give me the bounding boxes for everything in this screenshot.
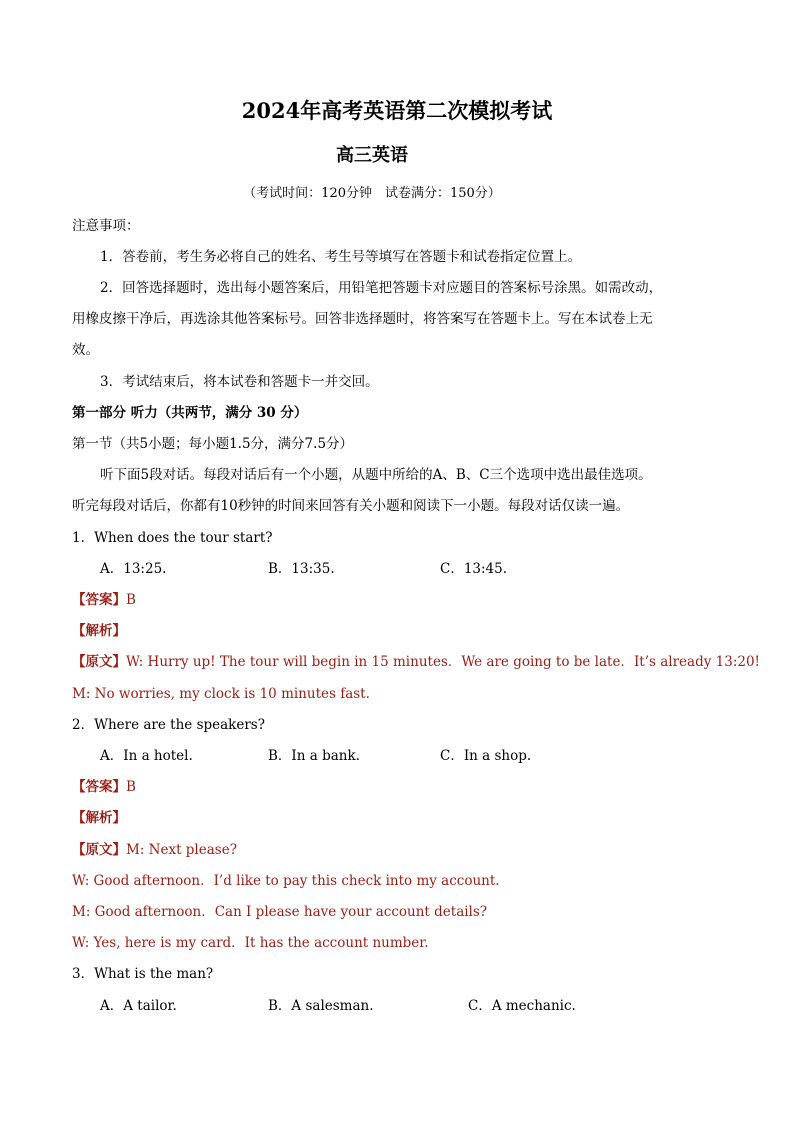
q1-option-c: C．13:45.: [440, 561, 508, 577]
q2-answer-row: [72, 778, 136, 796]
q3-option-a: A．A tailor.: [100, 998, 177, 1014]
q1-answer-row: [72, 591, 136, 609]
q1-transcript-line-1: [72, 653, 760, 671]
q2-transcript-line-1: [72, 841, 237, 859]
q2-option-b: B．In a bank.: [268, 748, 360, 764]
instructions-line-2: 听完每段对话后，你都有10秒钟的时间来回答有关小题和阅读下一小题。每段对话仅读一遍。: [72, 498, 630, 514]
section-1-heading: 第一节（共5小题；每小题1.5分，满分7.5分）: [72, 436, 354, 452]
original-label: 【原文】: [72, 654, 126, 670]
q2-transcript-line-3: M: Good afternoon．Can I please have your account details?: [72, 904, 488, 920]
q1-transcript-line-2: M: No worries, my clock is 10 minutes fast.: [72, 686, 370, 702]
q3-stem: 3．What is the man?: [72, 966, 214, 982]
instructions-line-1: 听下面5段对话。每段对话后有一个小题，从题中所给的A、B、C三个选项中选出最佳选项。: [100, 467, 652, 483]
page-title: 2024年高考英语第二次模拟考试: [241, 98, 553, 123]
note-2-line-2: 用橡皮擦干净后，再选涂其他答案标号。回答非选择题时，将答案写在答题卡上。写在本试卷上无: [72, 311, 653, 327]
part-1-heading: 第一部分 听力（共两节，满分 30 分）: [72, 405, 308, 421]
q2-analysis-row: [72, 809, 126, 827]
q1-stem: 1．When does the tour start?: [72, 530, 273, 546]
analysis-label: 【解析】: [72, 810, 126, 826]
original-label: 【原文】: [72, 842, 126, 858]
q2-transcript-line-4: W: Yes, here is my card．It has the account number.: [72, 935, 429, 951]
analysis-label: 【解析】: [72, 623, 126, 639]
note-2-line-1: 2．回答选择题时，选出每小题答案后，用铅笔把答题卡对应题目的答案标号涂黑。如需改动，: [100, 280, 663, 296]
q2-transcript-line-2: W: Good afternoon．I’d like to pay this check into my account.: [72, 873, 500, 889]
q3-option-b: B．A salesman.: [268, 998, 374, 1014]
q1-transcript-text-1: W: Hurry up! The tour will begin in 15 minutes．We are going to be late．It’s already 13:20!: [126, 654, 760, 670]
q2-stem: 2．Where are the speakers?: [72, 717, 265, 733]
q2-answer: B: [126, 779, 136, 795]
note-1: 1．答卷前，考生务必将自己的姓名、考生号等填写在答题卡和试卷指定位置上。: [100, 249, 582, 265]
q1-answer: B: [126, 592, 136, 608]
note-2-line-3: 效。: [72, 342, 99, 358]
notes-heading: 注意事项：: [72, 218, 140, 234]
note-3: 3．考试结束后，将本试卷和答题卡一并交回。: [100, 374, 379, 390]
exam-info: （考试时间：120分钟 试卷满分：150分）: [243, 186, 501, 201]
q2-option-c: C．In a shop.: [440, 748, 532, 764]
answer-label: 【答案】: [72, 779, 126, 795]
q1-option-a: A．13:25.: [100, 561, 167, 577]
q2-option-a: A．In a hotel.: [100, 748, 193, 764]
page-subtitle: 高三英语: [336, 145, 408, 166]
q1-option-b: B．13:35.: [268, 561, 335, 577]
q2-transcript-text-1: M: Next please?: [126, 842, 237, 858]
q1-analysis-row: [72, 622, 126, 640]
answer-label: 【答案】: [72, 592, 126, 608]
q3-option-c: C．A mechanic.: [468, 998, 576, 1014]
